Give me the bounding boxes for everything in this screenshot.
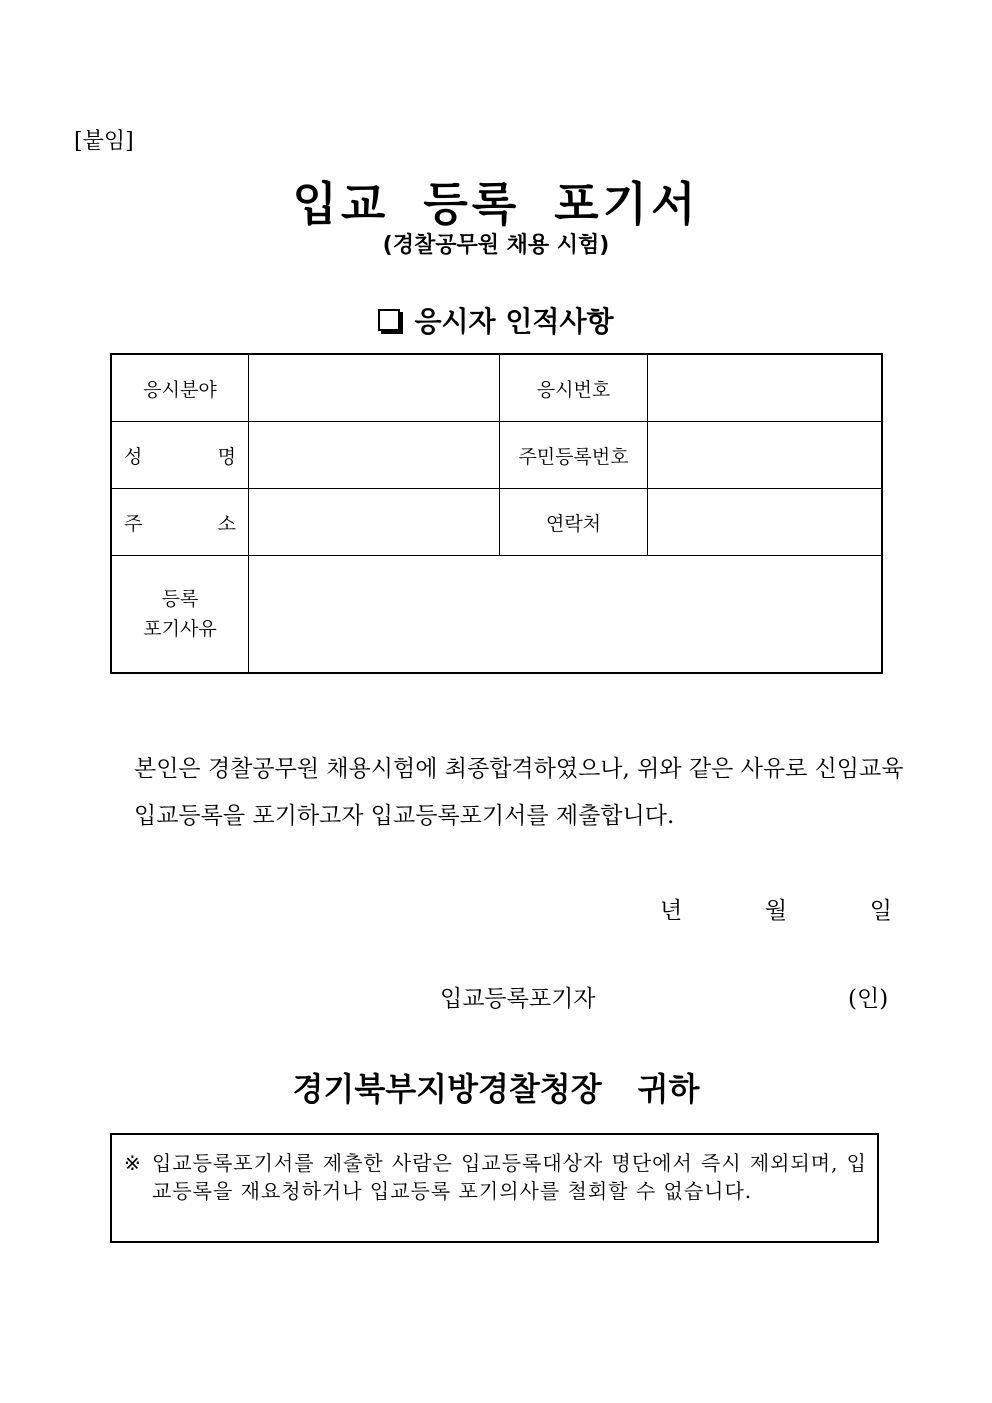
date-year: 년: [660, 898, 683, 924]
label-line: 포기사유: [143, 618, 217, 640]
label-name: [111, 422, 249, 489]
address-input[interactable]: [249, 489, 500, 556]
label-withdrawal-reason: [111, 556, 249, 674]
seal-label: (인): [848, 986, 889, 1012]
document-title: [0, 168, 992, 234]
title-char: 등: [423, 177, 472, 231]
title-char: 록: [471, 177, 521, 231]
exam-number-input[interactable]: [648, 354, 883, 422]
withdrawal-reason-input[interactable]: [249, 556, 883, 674]
addressee-honorific: 귀하: [637, 1070, 700, 1108]
table-row: [111, 422, 882, 489]
title-char: 교: [340, 177, 390, 231]
notice-box: [110, 1133, 879, 1243]
section-title-text: 응시자 인적사항: [414, 305, 614, 338]
label-char: 명: [217, 445, 236, 468]
label-char: 소: [217, 512, 236, 535]
reference-mark-icon: ※: [124, 1151, 141, 1175]
title-char: 포: [554, 177, 603, 231]
label-contact: 연락처: [500, 489, 648, 556]
date-line: [660, 892, 892, 925]
signer-label: 입교등록포기자: [440, 986, 596, 1012]
addressee: [0, 1064, 992, 1110]
resident-number-input[interactable]: [648, 422, 883, 489]
checkbox-icon: [378, 309, 400, 331]
label-exam-number: 응시번호: [500, 354, 648, 422]
attachment-label: [붙임]: [74, 129, 134, 154]
notice-text: 입교등록포기서를 제출한 사람은 입교등록대상자 명단에서 즉시 제외되며, 입교등록을 재요청하거나 입교등록 포기의사를 철회할 수 없습니다.: [152, 1151, 867, 1203]
applicant-info-table: [110, 353, 883, 674]
section-title: [0, 300, 992, 340]
date-day: 일: [869, 898, 892, 924]
statement-text: 본인은 경찰공무원 채용시험에 최종합격하였으나, 위와 같은 사유로 신임교육 입교등록을 포기하고자 입교등록포기서를 제출합니다.: [134, 756, 904, 829]
table-row: [111, 556, 882, 674]
date-month: 월: [764, 898, 788, 924]
label-field: 응시분야: [111, 354, 249, 422]
field-value-input[interactable]: [249, 354, 500, 422]
addressee-name: 경기북부지방경찰청장: [292, 1070, 602, 1108]
title-char: 기: [602, 177, 652, 231]
table-row: [111, 489, 882, 556]
label-char: 성: [124, 445, 143, 468]
label-line: 등록: [161, 588, 199, 610]
label-address: [111, 489, 249, 556]
label-resident-number: 주민등록번호: [500, 422, 648, 489]
table-row: [111, 354, 882, 422]
title-char: 입: [292, 177, 341, 231]
title-char: 서: [651, 177, 700, 231]
contact-input[interactable]: [648, 489, 883, 556]
label-char: 주: [124, 512, 143, 535]
document-subtitle: (경찰공무원 채용 시험): [382, 233, 610, 258]
name-input[interactable]: [249, 422, 500, 489]
